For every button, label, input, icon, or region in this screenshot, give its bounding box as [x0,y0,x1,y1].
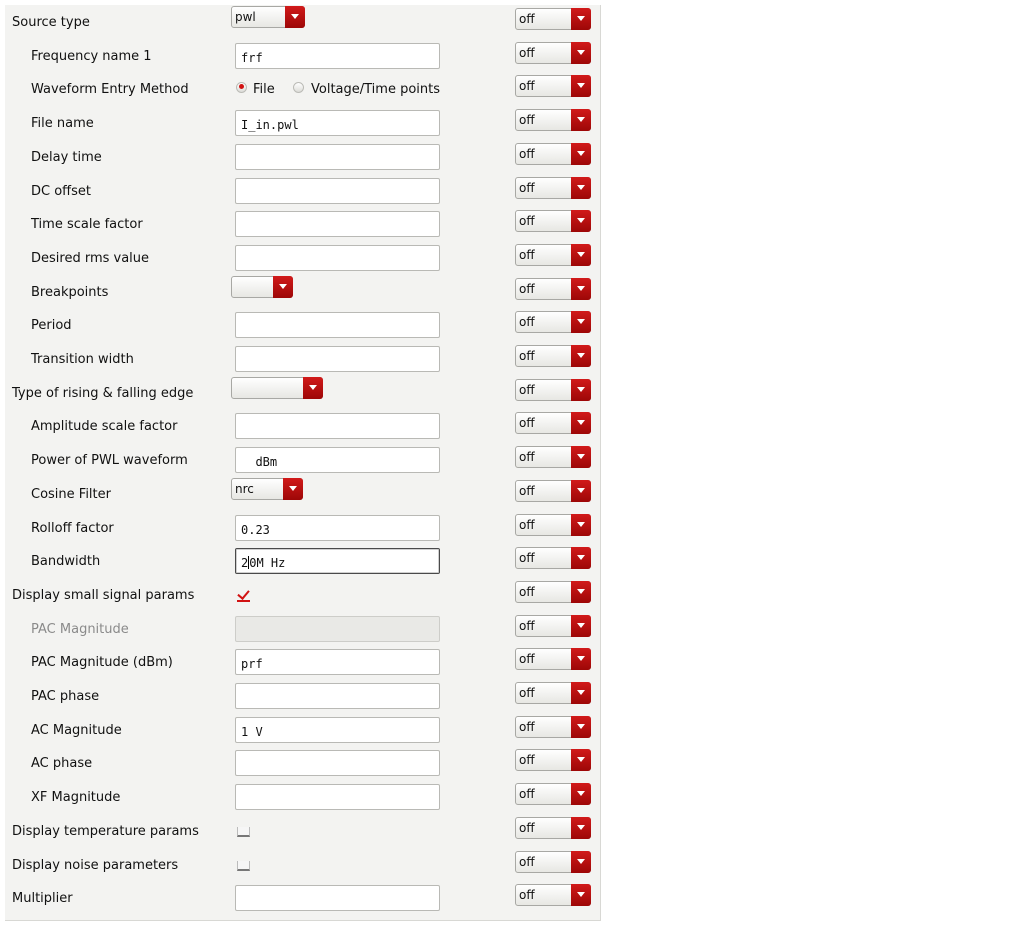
frequency-name-1-label: Frequency name 1 [31,49,152,64]
display-select-value: off [519,282,535,296]
pac-magnitude-label: PAC Magnitude [31,622,129,637]
display-select-value: off [519,79,535,93]
dc-offset-input[interactable] [235,178,440,204]
chevron-down-icon[interactable] [283,478,303,500]
chevron-down-icon[interactable] [571,884,591,906]
chevron-down-icon[interactable] [571,783,591,805]
rolloff-factor-input[interactable] [235,515,440,541]
chevron-down-icon[interactable] [571,177,591,199]
properties-panel [5,5,601,921]
row-period [5,308,600,342]
pac-magnitude-input [235,616,440,642]
frequency-name-1-input[interactable] [235,43,440,69]
rolloff-factor-label: Rolloff factor [31,521,114,536]
frequency-name-1-value: frf [241,51,263,65]
ac-magnitude-display-select[interactable] [515,716,591,738]
pac-phase-display-select[interactable] [515,682,591,704]
row-transition-width [5,342,600,376]
display-select-value: off [519,551,535,565]
time-scale-factor-display-select[interactable] [515,210,591,232]
row-display-noise-parameters [5,848,600,882]
xf-magnitude-input[interactable] [235,784,440,810]
row-ac-magnitude [5,713,600,747]
amplitude-scale-factor-label: Amplitude scale factor [31,419,178,434]
source-type-dropdown[interactable] [231,6,305,28]
display-temperature-params-display-select[interactable] [515,817,591,839]
display-select-value: off [519,518,535,532]
dc-offset-display-select[interactable] [515,177,591,199]
chevron-down-icon[interactable] [571,615,591,637]
display-temperature-params-label: Display temperature params [12,824,199,839]
chevron-down-icon[interactable] [571,851,591,873]
display-select-value: off [519,619,535,633]
display-select-value: off [519,181,535,195]
chevron-down-icon[interactable] [571,480,591,502]
chevron-down-icon[interactable] [571,412,591,434]
pac-phase-label: PAC phase [31,689,100,704]
display-select-value: off [519,349,535,363]
amplitude-scale-factor-input[interactable] [235,413,440,439]
chevron-down-icon[interactable] [571,210,591,232]
ac-magnitude-input[interactable] [235,717,440,743]
bandwidth-value: 20M Hz [241,556,286,570]
radio-file-label[interactable]: File [253,82,275,97]
chevron-down-icon[interactable] [571,682,591,704]
desired-rms-value-label: Desired rms value [31,251,150,266]
display-temperature-params-checkbox[interactable] [237,827,250,837]
row-file-name [5,106,600,140]
desired-rms-value-display-select[interactable] [515,244,591,266]
row-rolloff-factor [5,511,600,545]
pac-phase-input[interactable] [235,683,440,709]
rolloff-factor-value: 0.23 [241,523,270,537]
chevron-down-icon[interactable] [285,6,305,28]
xf-magnitude-display-select[interactable] [515,783,591,805]
power-of-pwl-waveform-input[interactable] [235,447,440,473]
display-select-value: off [519,585,535,599]
chevron-down-icon[interactable] [303,377,323,399]
multiplier-label: Multiplier [12,891,73,906]
chevron-down-icon[interactable] [571,143,591,165]
display-small-signal-params-display-select[interactable] [515,581,591,603]
row-waveform-entry-method [5,72,600,106]
power-of-pwl-waveform-display-select[interactable] [515,446,591,468]
row-frequency-name-1 [5,39,600,73]
amplitude-scale-factor-display-select[interactable] [515,412,591,434]
row-ac-phase [5,746,600,780]
row-multiplier [5,881,600,915]
chevron-down-icon[interactable] [571,75,591,97]
display-select-value: off [519,147,535,161]
chevron-down-icon[interactable] [571,345,591,367]
transition-width-label: Transition width [31,352,134,367]
ac-magnitude-value: 1 V [241,725,263,739]
chevron-down-icon[interactable] [571,581,591,603]
period-display-select[interactable] [515,311,591,333]
type-of-rising-falling-edge-label: Type of rising & falling edge [12,386,194,401]
delay-time-label: Delay time [31,150,102,165]
row-source-type [5,5,600,39]
chevron-down-icon[interactable] [571,648,591,670]
delay-time-input[interactable] [235,144,440,170]
cosine-filter-selected-value: nrc [235,482,254,496]
bandwidth-label: Bandwidth [31,554,101,569]
row-dc-offset [5,174,600,208]
display-select-value: off [519,686,535,700]
row-pac-magnitude-dbm [5,645,600,679]
display-select-value: off [519,720,535,734]
display-select-value: off [519,753,535,767]
transition-width-display-select[interactable] [515,345,591,367]
pac-magnitude-dbm-value: prf [241,657,263,671]
file-name-label: File name [31,116,94,131]
row-pac-magnitude [5,612,600,646]
source-type-selected-value: pwl [235,10,256,24]
row-pac-phase [5,679,600,713]
display-select-value: off [519,214,535,228]
display-noise-parameters-label: Display noise parameters [12,858,179,873]
pac-magnitude-dbm-label: PAC Magnitude (dBm) [31,655,173,670]
chevron-down-icon[interactable] [571,817,591,839]
chevron-down-icon[interactable] [273,276,293,298]
chevron-down-icon[interactable] [571,244,591,266]
power-of-pwl-waveform-value: dBm [241,455,278,469]
type-of-rising-falling-edge-dropdown[interactable] [231,377,323,399]
display-select-value: off [519,248,535,262]
display-select-value: off [519,450,535,464]
waveform-entry-method-display-select[interactable] [515,75,591,97]
display-select-value: off [519,416,535,430]
power-of-pwl-waveform-label: Power of PWL waveform [31,453,188,468]
breakpoints-dropdown[interactable] [231,276,293,298]
ac-phase-display-select[interactable] [515,749,591,771]
multiplier-input[interactable] [235,885,440,911]
row-bandwidth [5,544,600,578]
chevron-down-icon[interactable] [571,311,591,333]
source-type-label: Source type [12,15,90,30]
file-name-value: I_in.pwl [241,118,299,132]
chevron-down-icon[interactable] [571,379,591,401]
chevron-down-icon[interactable] [571,716,591,738]
radio-file[interactable] [236,82,247,93]
cosine-filter-display-select[interactable] [515,480,591,502]
display-select-value: off [519,855,535,869]
chevron-down-icon[interactable] [571,8,591,30]
chevron-down-icon[interactable] [571,42,591,64]
row-xf-magnitude [5,780,600,814]
row-cosine-filter [5,477,600,511]
row-type-of-rising-falling-edge [5,376,600,410]
row-display-small-signal-params [5,578,600,612]
time-scale-factor-input[interactable] [235,211,440,237]
file-name-input[interactable] [235,110,440,136]
ac-phase-label: AC phase [31,756,93,771]
display-small-signal-params-label: Display small signal params [12,588,195,603]
source-type-display-select[interactable] [515,8,591,30]
cosine-filter-label: Cosine Filter [31,487,111,502]
display-select-value: off [519,888,535,902]
row-desired-rms-value [5,241,600,275]
display-select-value: off [519,652,535,666]
chevron-down-icon[interactable] [571,109,591,131]
chevron-down-icon[interactable] [571,547,591,569]
frequency-name-1-display-select[interactable] [515,42,591,64]
row-delay-time [5,140,600,174]
transition-width-input[interactable] [235,346,440,372]
dc-offset-label: DC offset [31,184,91,199]
period-label: Period [31,318,72,333]
pac-magnitude-display-select[interactable] [515,615,591,637]
display-noise-parameters-checkbox[interactable] [237,861,250,871]
bandwidth-display-select[interactable] [515,547,591,569]
waveform-entry-method-label: Waveform Entry Method [31,82,189,97]
ac-phase-input[interactable] [235,750,440,776]
row-amplitude-scale-factor [5,409,600,443]
display-select-value: off [519,315,535,329]
xf-magnitude-label: XF Magnitude [31,790,121,805]
radio-voltage-time-points[interactable] [293,82,304,93]
chevron-down-icon[interactable] [571,278,591,300]
chevron-down-icon[interactable] [571,514,591,536]
display-small-signal-params-checkbox[interactable] [237,589,250,601]
display-select-value: off [519,12,535,26]
display-select-value: off [519,821,535,835]
chevron-down-icon[interactable] [571,446,591,468]
breakpoints-label: Breakpoints [31,285,109,300]
display-select-value: off [519,484,535,498]
period-input[interactable] [235,312,440,338]
delay-time-display-select[interactable] [515,143,591,165]
ac-magnitude-label: AC Magnitude [31,723,122,738]
row-display-temperature-params [5,814,600,848]
cosine-filter-dropdown[interactable] [231,478,303,500]
text-caret [248,556,249,569]
display-noise-parameters-display-select[interactable] [515,851,591,873]
display-select-value: off [519,113,535,127]
breakpoints-display-select[interactable] [515,278,591,300]
radio-voltage-time-points-label[interactable]: Voltage/Time points [311,82,441,97]
display-select-value: off [519,787,535,801]
file-name-display-select[interactable] [515,109,591,131]
display-select-value: off [519,46,535,60]
chevron-down-icon[interactable] [571,749,591,771]
type-of-rising-falling-edge-display-select[interactable] [515,379,591,401]
row-breakpoints [5,275,600,309]
row-power-of-pwl-waveform [5,443,600,477]
pac-magnitude-dbm-display-select[interactable] [515,648,591,670]
bandwidth-input[interactable] [235,548,440,574]
time-scale-factor-label: Time scale factor [31,217,143,232]
multiplier-display-select[interactable] [515,884,591,906]
pac-magnitude-dbm-input[interactable] [235,649,440,675]
row-time-scale-factor [5,207,600,241]
rolloff-factor-display-select[interactable] [515,514,591,536]
desired-rms-value-input[interactable] [235,245,440,271]
display-select-value: off [519,383,535,397]
